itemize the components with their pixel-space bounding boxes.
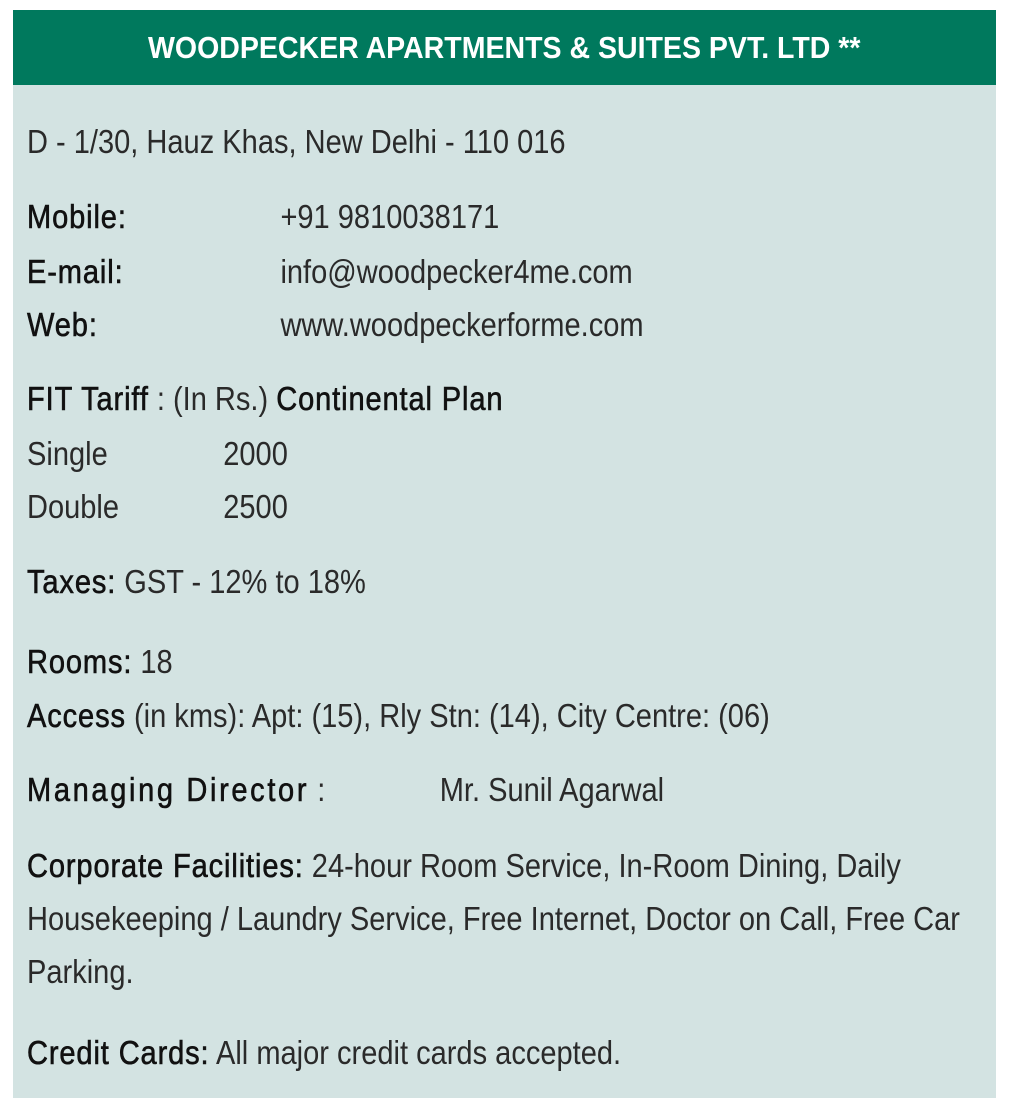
taxes-row [27, 565, 871, 598]
room-type: Single [27, 435, 108, 472]
credit-cards-label: Credit Cards: [27, 1034, 210, 1071]
director-name: Mr. Sunil Agarwal [439, 771, 665, 808]
tariff-heading [27, 382, 871, 415]
access-value: (in kms): Apt: (15), Rly Stn: (14), City Centre: (06) [133, 697, 770, 734]
address-line: D - 1/30, Hauz Khas, New Delhi - 110 016 [27, 123, 566, 160]
web-value[interactable]: www.woodpeckerforme.com [280, 306, 644, 343]
access-label: Access [27, 697, 126, 734]
room-type: Double [27, 488, 120, 525]
tariff-label: FIT Tariff [27, 380, 149, 417]
email-value[interactable]: info@woodpecker4me.com [280, 253, 633, 290]
room-price: 2500 [223, 488, 288, 525]
title-banner [13, 10, 996, 85]
facilities-block [27, 839, 995, 998]
mobile-value: +91 9810038171 [280, 198, 500, 235]
web-row [27, 308, 871, 341]
facilities-label: Corporate Facilities: [27, 847, 304, 884]
email-label: E-mail: [27, 253, 124, 290]
credit-cards-row [27, 1036, 871, 1069]
hotel-listing-card [13, 10, 996, 1098]
director-label: Managing Director [27, 771, 310, 808]
rooms-value: 18 [140, 643, 173, 680]
email-row [27, 255, 871, 288]
director-colon: : [317, 771, 326, 808]
tariff-row [27, 490, 871, 523]
hotel-name: WOODPECKER APARTMENTS & SUITES PVT. LTD ** [148, 29, 861, 65]
mobile-label: Mobile: [27, 198, 127, 235]
tariff-unit: : (In Rs.) [156, 380, 269, 417]
credit-cards-value: All major credit cards accepted. [215, 1034, 622, 1071]
access-row [27, 699, 871, 732]
rooms-row [27, 645, 871, 678]
facilities-value: 24-hour Room Service, In-Room Dining, Daily Housekeeping / Laundry Service, Free Internet, Doctor on Call, Free Car Parking. [27, 847, 960, 990]
room-price: 2000 [223, 435, 288, 472]
mobile-row [27, 200, 871, 233]
taxes-label: Taxes: [27, 563, 117, 600]
web-label: Web: [27, 306, 98, 343]
tariff-plan: Continental Plan [276, 380, 504, 417]
rooms-label: Rooms: [27, 643, 133, 680]
tariff-row [27, 437, 871, 470]
taxes-value: GST - 12% to 18% [124, 563, 366, 600]
director-row [27, 773, 871, 806]
